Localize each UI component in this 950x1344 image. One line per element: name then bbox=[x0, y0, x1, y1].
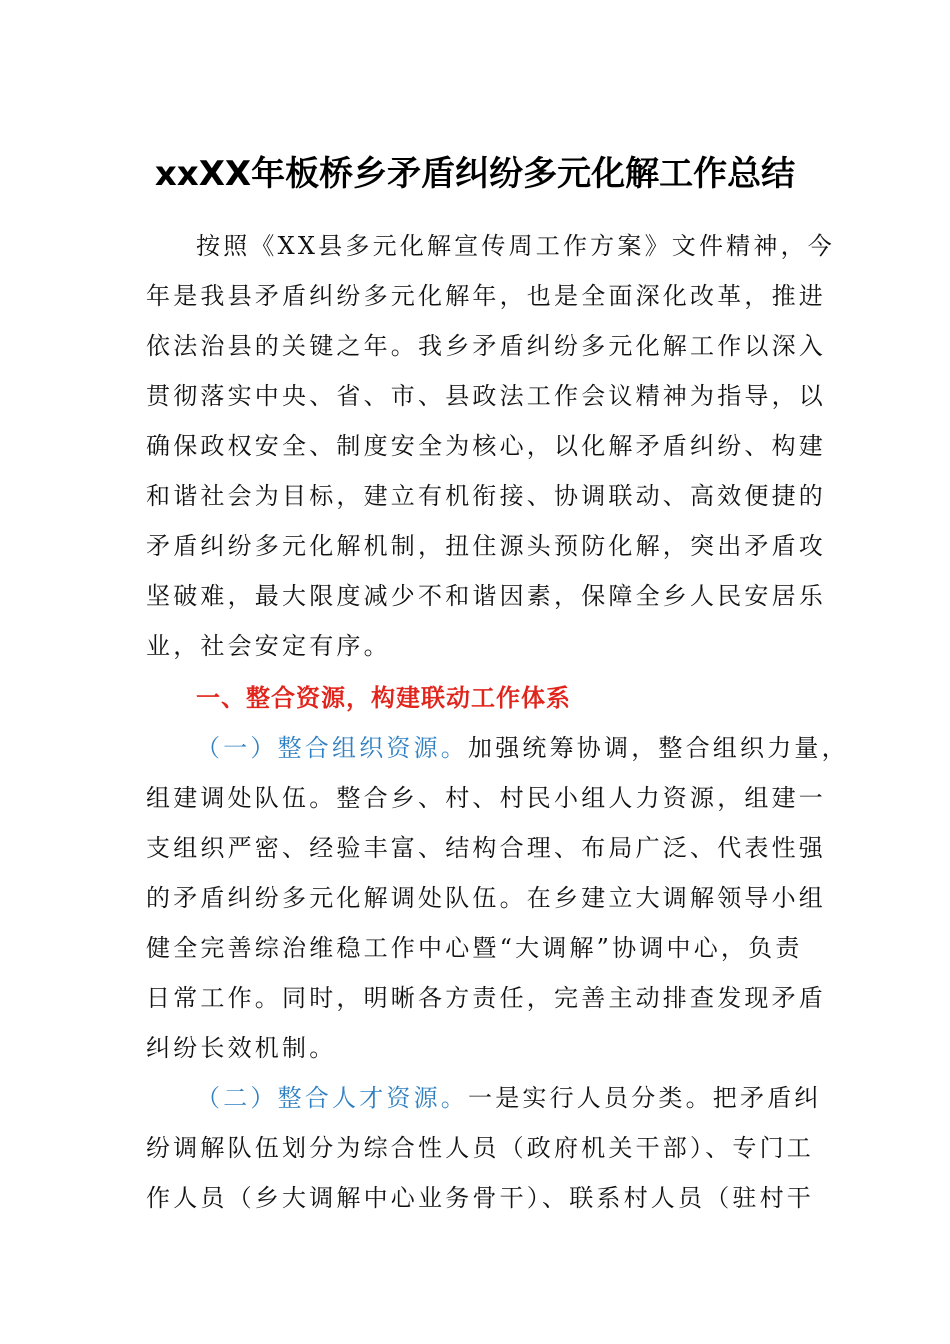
intro-line: 确保政权安全、制度安全为核心，以化解矛盾纠纷、构建 bbox=[146, 432, 826, 460]
body-line: 支组织严密、经验丰富、结构合理、布局广泛、代表性强 bbox=[146, 834, 826, 862]
intro-line: 年是我县矛盾纠纷多元化解年，也是全面深化改革，推进 bbox=[146, 282, 826, 310]
intro-line: 按照《XX县多元化解宣传周工作方案》文件精神，今 bbox=[196, 232, 835, 260]
body-line: 日常工作。同时，明晰各方责任，完善主动排查发现矛盾 bbox=[146, 984, 826, 1012]
intro-line: 和谐社会为目标，建立有机衔接、协调联动、高效便捷的 bbox=[146, 482, 826, 510]
body-line: 作人员（乡大调解中心业务骨干）、联系村人员（驻村干 bbox=[146, 1184, 814, 1212]
subsection-2-first-line bbox=[196, 1080, 876, 1116]
document-title: xxXX年板桥乡矛盾纠纷多元化解工作总结 bbox=[154, 154, 796, 194]
body-line: 组建调处队伍。整合乡、村、村民小组人力资源，组建一 bbox=[146, 784, 826, 812]
body-line: 的矛盾纠纷多元化解调处队伍。在乡建立大调解领导小组 bbox=[146, 884, 826, 912]
body-line: 健全完善综治维稳工作中心暨“大调解”协调中心，负责 bbox=[146, 934, 803, 962]
intro-line: 坚破难，最大限度减少不和谐因素，保障全乡人民安居乐 bbox=[146, 582, 826, 610]
intro-line: 依法治县的关键之年。我乡矛盾纠纷多元化解工作以深入 bbox=[146, 332, 826, 360]
subsection-2-label: （二）整合人才资源。 bbox=[196, 1084, 468, 1112]
intro-line: 贯彻落实中央、省、市、县政法工作会议精神为指导，以 bbox=[146, 382, 826, 410]
subsection-1-text: 加强统筹协调，整合组织力量， bbox=[468, 734, 849, 762]
subsection-1-first-line bbox=[196, 730, 876, 766]
subsection-2-text: 一是实行人员分类。把矛盾纠 bbox=[468, 1084, 822, 1112]
body-line: 纠纷长效机制。 bbox=[146, 1034, 337, 1062]
section-heading: 一、整合资源，构建联动工作体系 bbox=[196, 684, 571, 712]
intro-line: 业，社会安定有序。 bbox=[146, 632, 391, 660]
body-line: 纷调解队伍划分为综合性人员（政府机关干部）、专门工 bbox=[146, 1134, 814, 1162]
intro-line: 矛盾纠纷多元化解机制，扭住源头预防化解，突出矛盾攻 bbox=[146, 532, 826, 560]
subsection-1-label: （一）整合组织资源。 bbox=[196, 734, 468, 762]
